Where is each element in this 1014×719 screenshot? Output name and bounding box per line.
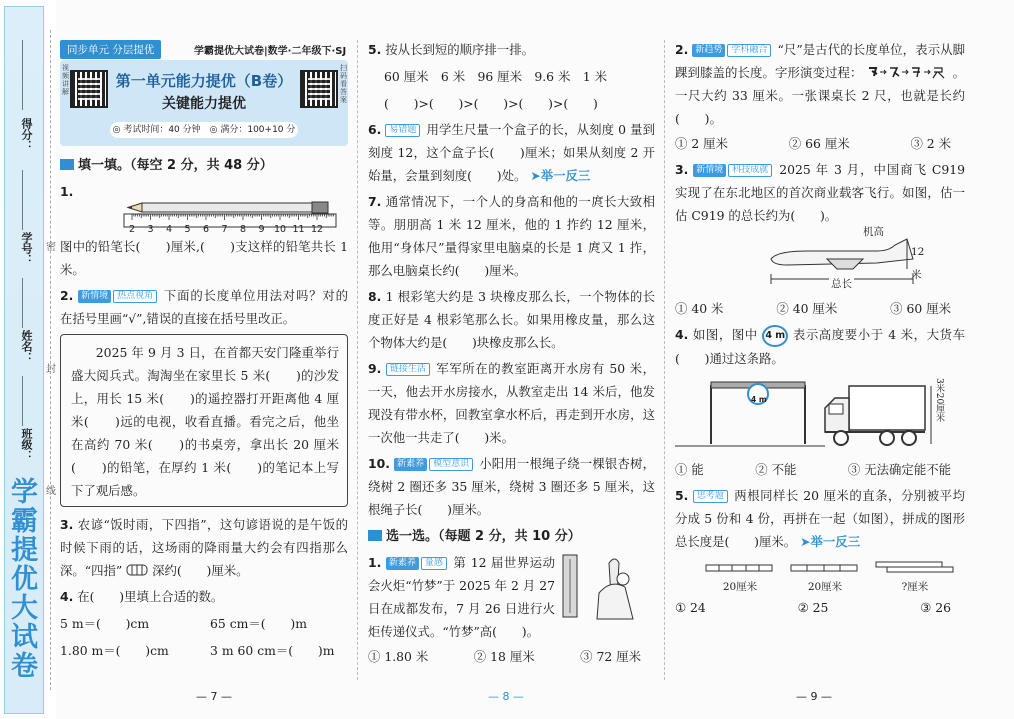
tag-badge: 思考题 xyxy=(693,490,728,503)
ruler-label: 12 xyxy=(310,224,324,235)
bar-label: 20厘米 xyxy=(807,580,843,593)
question-1-10 xyxy=(368,452,655,521)
character-evolution-glyphs xyxy=(867,65,949,79)
question-1-1 xyxy=(60,180,348,281)
header-top xyxy=(60,38,348,60)
tag-badge: 科技成就 xyxy=(728,164,772,177)
tag-badge: 易错题 xyxy=(385,124,420,137)
tag-badge: 模型意识 xyxy=(429,458,473,471)
question-2-4 xyxy=(675,323,965,481)
question-number: 9. xyxy=(368,361,382,376)
header-card xyxy=(60,60,348,146)
header-meta: ◎ 考试时间：40 分钟 ◎ 满分：100+10 分 xyxy=(110,122,298,138)
conversion-cell: 3 m 60 cm＝( )m xyxy=(210,643,335,658)
ruler-label: 5 xyxy=(184,224,191,235)
column-divider xyxy=(664,40,665,680)
question-2-3 xyxy=(675,158,965,320)
height-limit-sign-figure-label: 4 m xyxy=(751,394,767,404)
column-1 xyxy=(60,150,348,665)
question-2-1-text: 第 12 届世界运动会火炬“竹梦”于 2025 年 2 月 27 日在成都发布，7 月 26 日进行火炬传递仪式。“竹梦”高( )。 xyxy=(368,555,555,639)
question-number: 5. xyxy=(368,42,382,57)
binding-strip xyxy=(0,0,56,719)
four-fingers-icon xyxy=(126,563,148,577)
ruler-label: 2 xyxy=(128,224,136,235)
cut-mark: 封 xyxy=(46,364,56,375)
options-row xyxy=(675,458,965,481)
page-number: — 7 — xyxy=(196,690,232,703)
question-1-8 xyxy=(368,285,655,354)
bar-group xyxy=(790,557,860,594)
question-1-6-text: 用学生尺量一个盒子的长，从刻度 0 量到刻度 12，这个盒子长( )厘米；如果从刻度 2 开始量，会量到刻度( )处。 xyxy=(368,122,655,183)
truck-height-label: 3米20厘米 xyxy=(934,377,944,422)
question-2-2-text-2: 。一尺大约 33 厘米。一张课桌长 2 尺，也就是长约( )。 xyxy=(675,65,966,126)
option[interactable]: ① 24 xyxy=(675,599,706,615)
class-label: 班级： xyxy=(20,428,33,461)
torch-figure xyxy=(559,553,649,623)
pencil xyxy=(128,202,328,213)
options-row xyxy=(368,645,655,668)
question-2-4-text-2: 表示高度要小于 4 米，大货车( )通过这条路。 xyxy=(675,327,965,366)
question-1-3 xyxy=(60,513,348,582)
question-1-7 xyxy=(368,190,655,282)
bar-combined xyxy=(875,561,955,573)
cut-mark: 线 xyxy=(46,486,56,497)
conversion-cell: 5 m＝( )cm xyxy=(60,616,150,631)
airplane-length-label: 总长 xyxy=(829,273,854,296)
question-number: 2. xyxy=(675,42,689,57)
ruler-label: 11 xyxy=(292,224,305,235)
bar-group xyxy=(875,557,955,594)
binding-line xyxy=(22,278,23,328)
tag-badge: 热点视角 xyxy=(113,290,157,303)
qr-code-left[interactable] xyxy=(70,70,108,108)
binding-line xyxy=(22,170,23,230)
airplane-figure xyxy=(767,226,927,295)
tag-badge: 新情境 xyxy=(693,164,726,177)
question-1-8-text: 1 根彩笔大约是 3 块橡皮那么长，一个物体的长度正好是 4 根彩笔那么长。如果用橡皮量，那么这个物体大约是( )块橡皮那么长。 xyxy=(368,289,655,350)
question-1-9 xyxy=(368,357,655,449)
section-marker xyxy=(368,530,382,541)
ruler-label: 8 xyxy=(239,224,247,235)
question-number: 1. xyxy=(60,184,74,199)
option[interactable]: ① 1.80 米 xyxy=(368,649,429,664)
question-1-4 xyxy=(60,585,348,662)
question-2-1 xyxy=(368,551,655,668)
question-1-9-text: 军军所在的教室距离开水房有 50 米，一天，他去开水房接水，从教室走出 14 米后，他发现没有带水杯，回教室拿水杯后，再走到开水房，这一次他一共走了( )米。 xyxy=(368,361,655,445)
question-2-5-text: 两根同样长 20 厘米的直条，分别被平均分成 5 份和 4 份，再拼在一起（如图），拼成的图形总长度是( )厘米。 xyxy=(675,487,965,549)
conversion-cell: 1.80 m＝( )cm xyxy=(60,643,169,658)
ruler-label: 3 xyxy=(147,224,154,235)
header-subtitle: 关键能力提优 xyxy=(162,96,246,112)
option[interactable]: ② 25 xyxy=(797,599,829,615)
tag-badge: 新情境 xyxy=(78,290,111,303)
page-number: — 9 — xyxy=(796,690,832,703)
option[interactable]: ③ 无法确定能不能 xyxy=(847,461,951,477)
page-number: — 8 — xyxy=(488,690,524,703)
option[interactable]: ③ 2 米 xyxy=(910,136,951,151)
question-number: 7. xyxy=(368,194,382,209)
question-1-7-text: 通常情况下，一个人的身高和他的一庹长大致相等。朋朋高 1 米 12 厘米，他的 1 拃约 12 厘米，他用“身体尺”量得家里电脑桌的长是 1 庹又 1 拃，那么电脑桌长约( )厘米。 xyxy=(368,194,656,278)
question-2-2-text: “尺”是古代的长度单位，表示从脚踝到膝盖的长度。字形演变过程： xyxy=(675,42,965,80)
bar-group xyxy=(705,557,775,594)
truck-figure xyxy=(675,374,945,456)
options-row xyxy=(675,596,965,619)
spine-title: 学霸提优大试卷 xyxy=(6,476,37,680)
airplane-height-caption: 机高 xyxy=(863,226,884,238)
bar-five-parts xyxy=(705,563,775,573)
section-2-title-text: 选一选。（每题 2 分，共 10 分） xyxy=(386,529,581,544)
question-1-2 xyxy=(60,284,348,507)
options-row xyxy=(675,132,965,155)
tag-badge: 新趋势 xyxy=(692,44,725,57)
header-badge: 同步单元 分层提优 xyxy=(60,40,161,59)
score-label: 得分： xyxy=(20,118,33,151)
question-number: 4. xyxy=(60,589,74,604)
option[interactable]: ② 66 厘米 xyxy=(788,136,850,151)
question-number: 3. xyxy=(60,517,74,532)
option[interactable]: ② 40 厘米 xyxy=(776,301,838,316)
tag-badge: 量感 xyxy=(421,557,447,570)
question-1-10-text: 小阳用一根绳子绕一棵银杏树，绕树 2 圈还多 35 厘米，绕树 3 圈还多 5 厘米，这根绳子长( )厘米。 xyxy=(368,456,655,517)
question-1-5-blanks: ( )>( )>( )>( )>( ) xyxy=(384,96,598,111)
conversion-cell: 65 cm＝( )m xyxy=(210,616,307,631)
ruler-label: 10 xyxy=(273,224,287,235)
question-1-4-text: 在( )里填上合适的数。 xyxy=(77,589,224,604)
option[interactable]: ③ 60 厘米 xyxy=(890,301,951,316)
binding-line xyxy=(22,40,23,110)
ruler-label: 4 xyxy=(165,224,173,235)
question-1-6 xyxy=(368,118,655,187)
question-1-2-text: 下面的长度单位用法对吗？对的在括号里画“√”,错误的直接在括号里改正。 xyxy=(60,288,348,326)
option[interactable]: ① 40 米 xyxy=(675,301,724,316)
question-1-2-passage: 2025 年 9 月 3 日，在首都天安门隆重举行盛大阅兵式。淘淘坐在家里长 5 米( )的沙发上，用长 15 米( )的遥控器打开距离他 4 厘米( )远的电视，收看直播。看完之后，他坐在高约 70 米( )的书桌旁，拿出长 20 厘米( )的铅笔，在厚约 1 米( )的笔记本上写下了观后感。 xyxy=(60,334,348,507)
extra-practice-link[interactable]: ➤举一反三 xyxy=(800,533,861,549)
section-1-title xyxy=(60,154,348,177)
question-2-5 xyxy=(675,484,965,619)
column-divider xyxy=(357,40,358,680)
ruler-label: 7 xyxy=(221,224,228,235)
options-row xyxy=(675,297,965,320)
id-label: 学号： xyxy=(20,232,33,265)
question-2-2 xyxy=(675,38,965,155)
option[interactable]: ③ 72 厘米 xyxy=(580,649,641,664)
bar-label: 20厘米 xyxy=(722,580,758,593)
extra-practice-link[interactable]: ➤举一反三 xyxy=(530,168,591,183)
name-label: 姓名： xyxy=(20,330,33,363)
option[interactable]: ③ 26 xyxy=(920,599,951,615)
question-1-1-text: 图中的铅笔长( )厘米,( )支这样的铅笔共长 1 米。 xyxy=(60,239,348,277)
question-number: 4. xyxy=(675,327,689,342)
question-1-5-items: 60 厘米 6 米 96 厘米 9.6 米 1 米 xyxy=(384,69,607,84)
tag-badge: 新素养 xyxy=(386,557,419,570)
airplane-height-label: 12米 xyxy=(911,246,925,281)
option[interactable]: ② 18 厘米 xyxy=(473,649,535,664)
question-1-5 xyxy=(368,38,655,115)
tag-badge: 新素养 xyxy=(394,458,427,471)
bar-four-parts xyxy=(790,563,860,573)
section-2-title xyxy=(368,525,655,548)
question-number: 10. xyxy=(368,456,390,471)
qr-caption-left: 视频讲解 xyxy=(62,64,69,96)
bars-figure xyxy=(675,553,965,594)
binding-line xyxy=(22,376,23,426)
option[interactable]: ② 不能 xyxy=(755,461,797,477)
conversion-row xyxy=(60,639,348,662)
question-number: 1. xyxy=(368,555,382,570)
question-1-3-text: 农谚“饭时雨，下四指”，这句谚语说的是午饭的时候下雨的话，这场雨的降雨量大约会有四指那么深。“四指” xyxy=(60,517,348,578)
header-series: 学霸提优大试卷|数学·二年级下·SJ xyxy=(194,46,347,57)
header-title: 第一单元能力提优（B卷） xyxy=(115,72,293,90)
question-1-3-text-2: 深约( )厘米。 xyxy=(152,563,249,578)
qr-caption-right: 扫码看答案 xyxy=(340,64,347,104)
column-3 xyxy=(675,38,965,622)
tag-badge: 链接生活 xyxy=(386,363,430,376)
question-2-3-text: 2025 年 3 月，中国商飞 C919 实现了在东北地区的首次商业载客飞行。如图，估一估 C919 的总长约为( )。 xyxy=(675,162,965,223)
ruler-label: 9 xyxy=(258,224,265,235)
question-number: 3. xyxy=(675,162,689,177)
section-marker xyxy=(60,159,74,170)
column-2 xyxy=(368,38,655,671)
question-number: 5. xyxy=(675,487,689,503)
bar-label: ?厘米 xyxy=(901,580,929,593)
ruler-label: 6 xyxy=(202,224,210,235)
question-2-4-text: 如图，图中 xyxy=(692,327,758,342)
option[interactable]: ① 2 厘米 xyxy=(675,136,728,151)
section-1-title-text: 填一填。（每空 2 分，共 48 分） xyxy=(78,158,273,173)
tag-badge: 学科融合 xyxy=(727,44,771,57)
cut-mark: 密 xyxy=(46,242,56,253)
height-limit-sign-icon: 4 m xyxy=(762,325,788,347)
question-1-5-text: 按从长到短的顺序排一排。 xyxy=(385,42,534,57)
question-number: 8. xyxy=(368,289,382,304)
conversion-row xyxy=(60,612,348,635)
option[interactable]: ① 能 xyxy=(675,461,704,477)
pencil-ruler-figure xyxy=(120,199,350,235)
question-number: 6. xyxy=(368,122,382,137)
qr-code-right[interactable] xyxy=(300,70,338,108)
question-number: 2. xyxy=(60,288,74,303)
